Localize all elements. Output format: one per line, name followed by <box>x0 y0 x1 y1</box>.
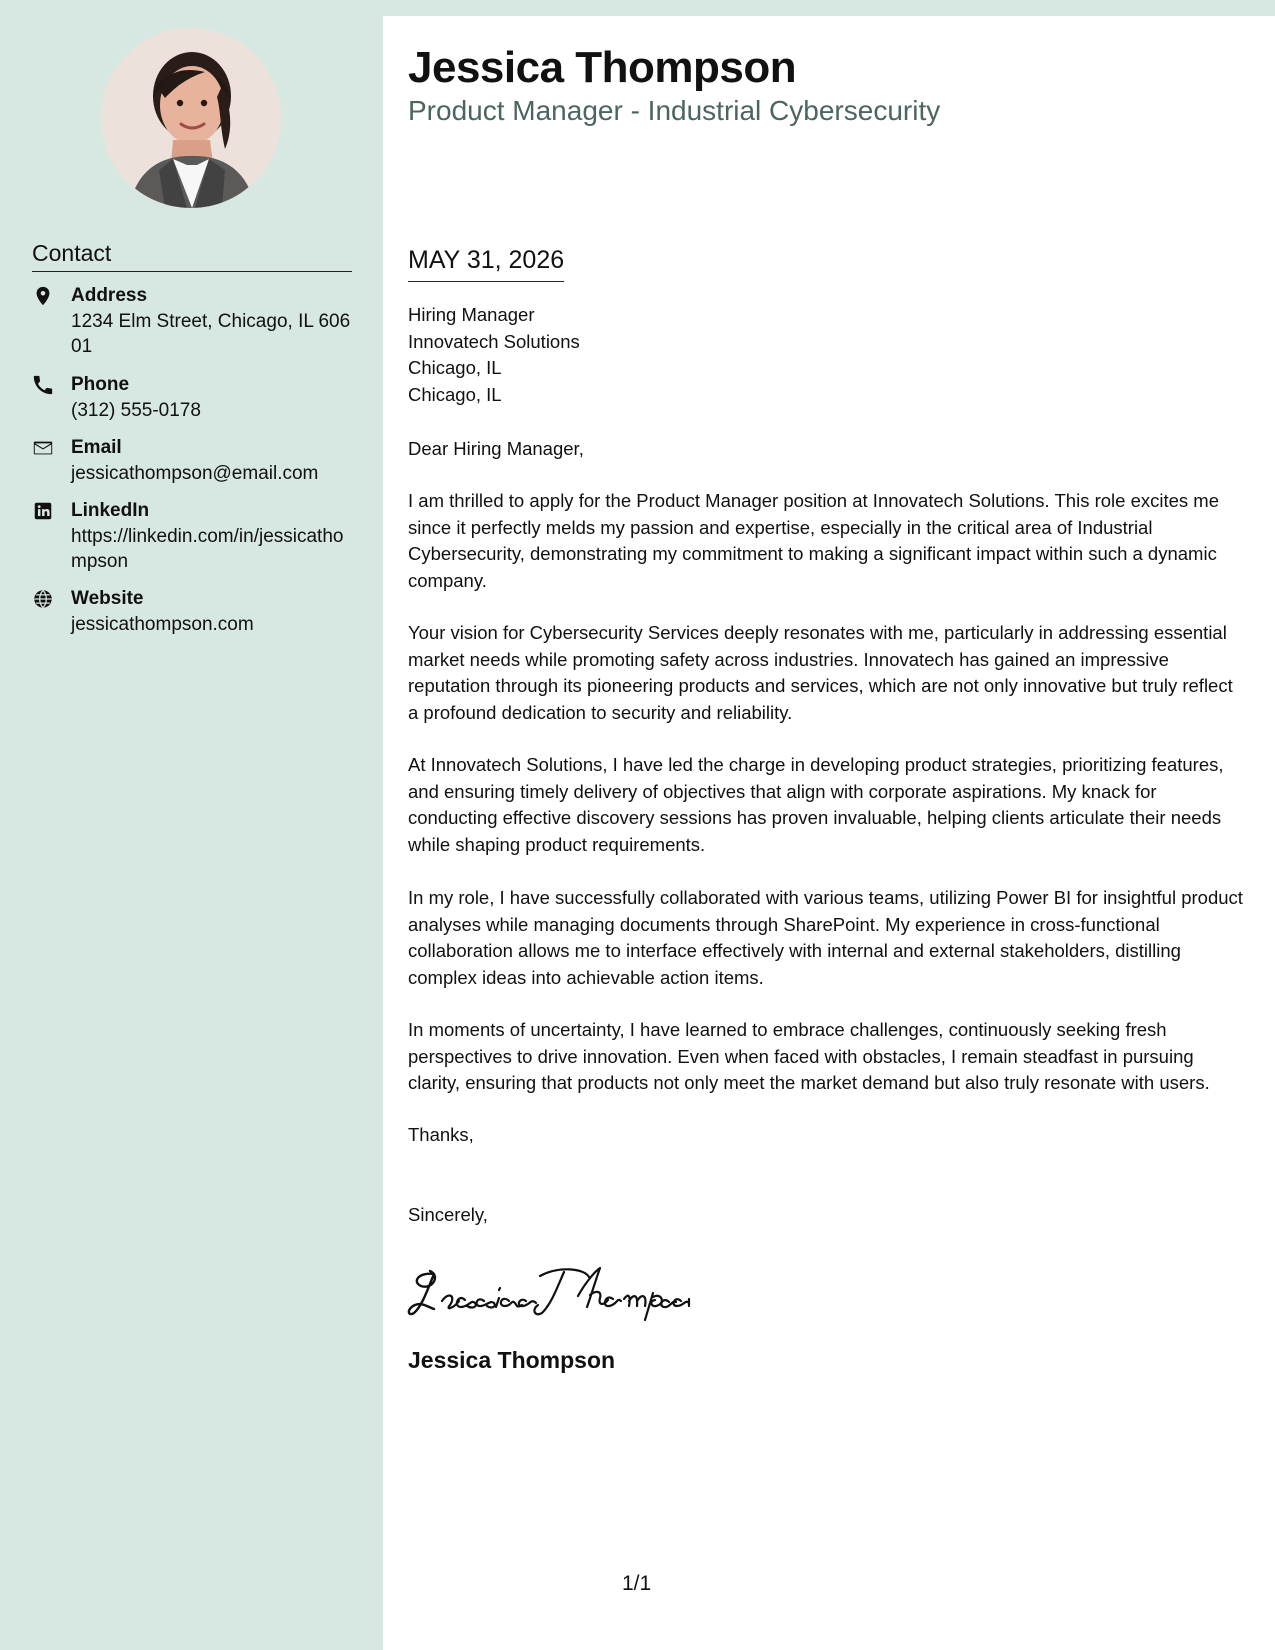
phone-label: Phone <box>71 374 130 395</box>
letter-paragraph: Your vision for Cybersecurity Services deeply resonates with me, particularly in addressing essential market needs while promoting safety across industries. Innovatech has gained an impressive reputation through its pioneering products and services, which are not only innovative but truly reflect a profound dedication to security and reliability. <box>408 622 1233 723</box>
recipient-line: Hiring Manager <box>408 304 535 325</box>
letter-paragraph: In my role, I have successfully collaborated with various teams, utilizing Power BI for insightful product analyses while managing documents through SharePoint. My experience in cross-functional collaboration allows me to interface effectively with internal and external stakeholders, distilling complex ideas into achievable action items. <box>408 887 1243 988</box>
website-label: Website <box>71 588 144 609</box>
letter-paragraph: At Innovatech Solutions, I have led the charge in developing product strategies, prioritizing features, and ensuring timely delivery of objectives that align with corporate aspirations. My knack for conducting effective discovery sessions has proven invaluable, helping clients articulate their needs while shaping product requirements. <box>408 754 1224 855</box>
phone-value[interactable]: (312) 555-0178 <box>71 400 201 421</box>
page-number: 1/1 <box>622 1572 652 1595</box>
address-label: Address <box>71 285 148 306</box>
closing-line: Sincerely, <box>408 1204 488 1225</box>
recipient-line: Innovatech Solutions <box>408 330 580 352</box>
recipient-block <box>408 302 580 408</box>
email-value[interactable]: jessicathompson@email.com <box>71 463 319 484</box>
recipient-line: Chicago, IL <box>408 357 502 378</box>
linkedin-label: LinkedIn <box>71 500 150 521</box>
candidate-title: Product Manager - Industrial Cybersecurity <box>408 95 941 126</box>
recipient-line: Chicago, IL <box>408 383 502 405</box>
address-value: 1234 Elm Street, Chicago, IL 60601 <box>71 311 351 357</box>
profile-photo <box>101 28 281 208</box>
candidate-name: Jessica Thompson <box>408 43 797 92</box>
linkedin-icon <box>32 500 54 522</box>
salutation: Dear Hiring Manager, <box>408 438 584 459</box>
thanks-line: Thanks, <box>408 1124 474 1145</box>
contact-heading: Contact <box>32 238 352 272</box>
linkedin-value[interactable]: https://linkedin.com/in/jessicathompson <box>71 526 344 572</box>
signature <box>406 1262 696 1324</box>
envelope-icon <box>32 437 54 459</box>
email-label: Email <box>71 437 122 458</box>
globe-icon <box>32 588 54 610</box>
map-pin-icon <box>32 285 54 307</box>
letter-date: MAY 31, 2026 <box>408 244 564 282</box>
letter-paragraph: I am thrilled to apply for the Product Manager position at Innovatech Solutions. This role excites me since it perfectly melds my passion and expertise, especially in the critical area of Industrial Cybersecurity, demonstrating my commitment to making a significant impact within such a dynamic company. <box>408 490 1220 591</box>
website-value[interactable]: jessicathompson.com <box>71 614 254 635</box>
signer-name: Jessica Thompson <box>408 1347 616 1373</box>
phone-icon <box>32 374 54 396</box>
letter-paragraph: In moments of uncertainty, I have learned to embrace challenges, continuously seeking fresh perspectives to drive innovation. Even when faced with obstacles, I remain steadfast in pursuing clarity, ensuring that products not only meet the market demand but also truly resonate with users. <box>408 1019 1210 1093</box>
